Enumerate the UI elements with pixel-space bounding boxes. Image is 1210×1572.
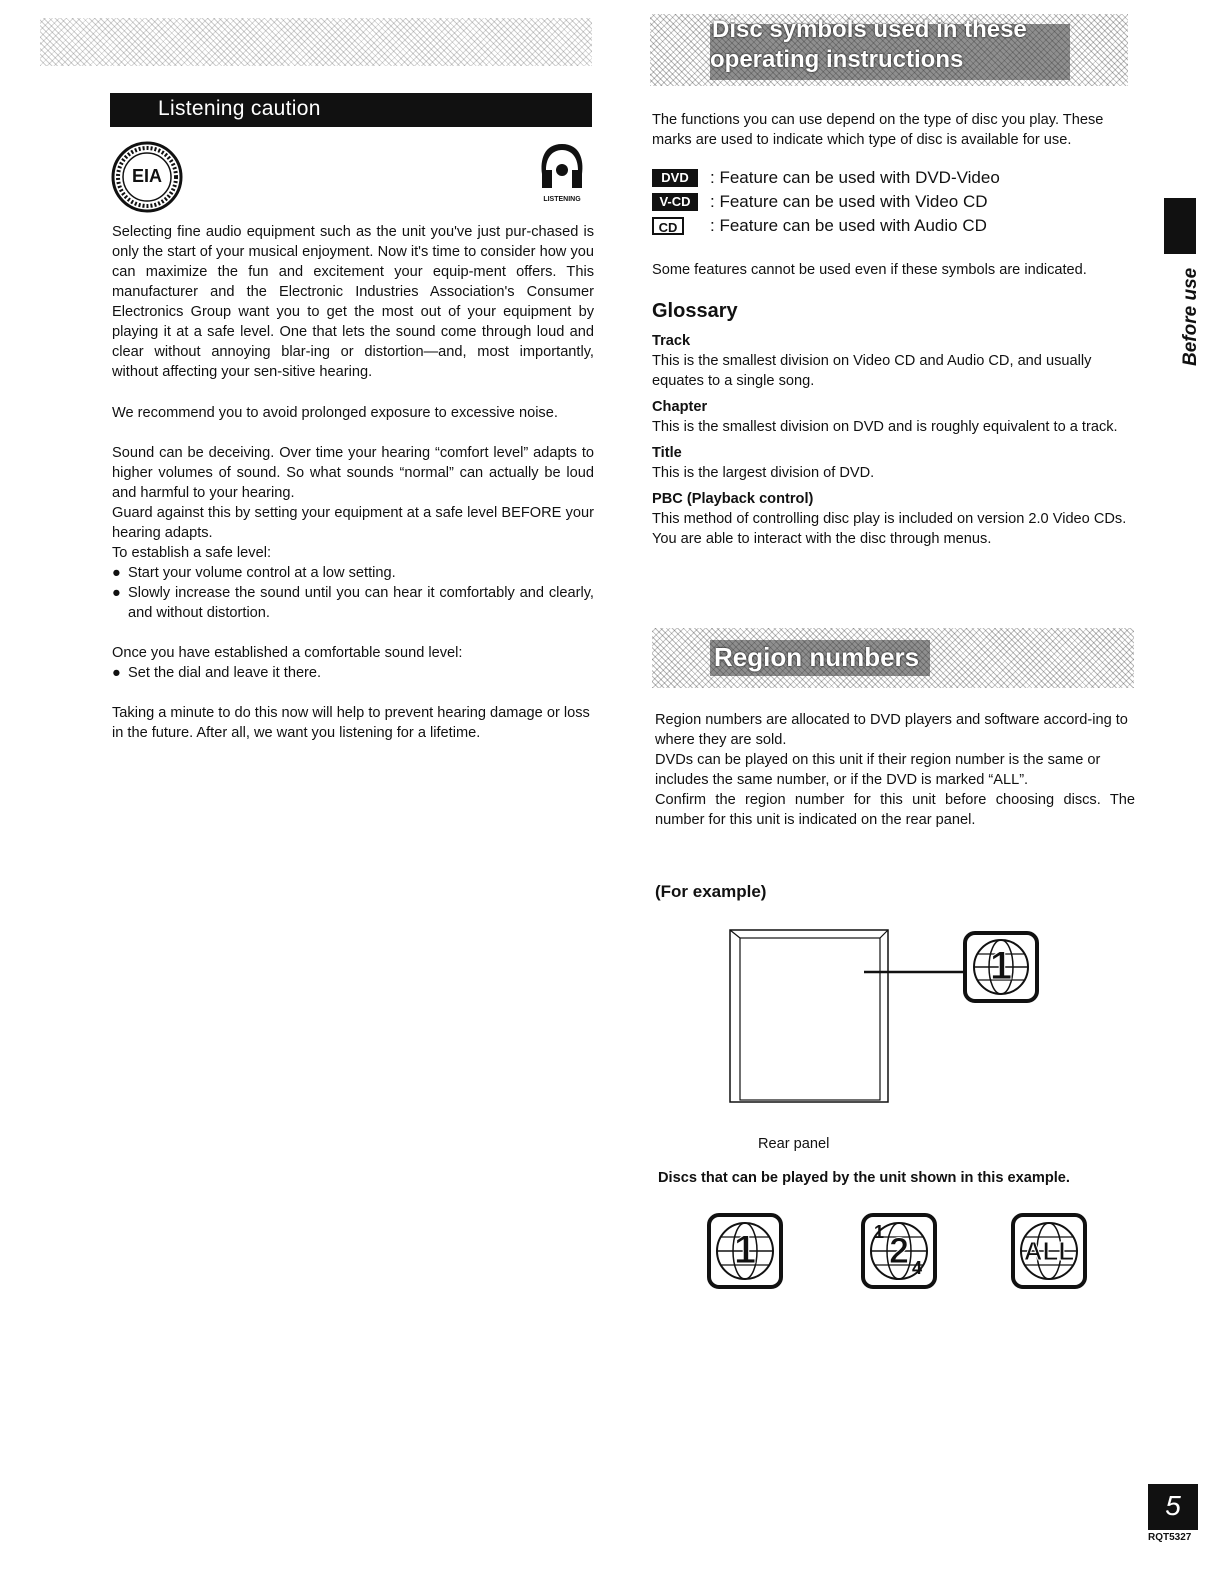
symbols-note: Some features cannot be used even if these symbols are indicated. [652, 262, 1087, 278]
side-tab-bar [1164, 198, 1196, 254]
listening-logo-text: LISTENING [543, 196, 581, 203]
region-paragraph: Region numbers are allocated to DVD players and software accord-ing to where they are sold. [655, 712, 1128, 748]
bullet-text: Start your volume control at a low setting. [128, 565, 396, 581]
closing-paragraph: Taking a minute to do this now will help to prevent hearing damage or loss in the future. After all, we want you listening for a lifetime. [112, 705, 590, 741]
bullet-item: ● Slowly increase the sound until you can hear it comfortably and clearly, and without distortion. [112, 585, 594, 621]
deceiving-paragraph: Sound can be deceiving. Over time your hearing “comfort level” adapts to higher volumes of sound. So what sounds “normal” can actually be loud and harmful to your hearing. [112, 445, 594, 501]
intro-paragraph: Selecting fine audio equipment such as the unit you've just pur-chased is only the start of your musical enjoyment. Now it's time to consider how you can maximize the fun and excitement your equip-ment offers. This manufacturer and the Electronic Industries Association's Consumer Electronics Group want you to get the most out of your equipment by playing it at a safe level. One that lets the sound come through loud and clear without annoying blar-ing or distortion—and, most importantly, without affecting your sen-sitive hearing. [112, 224, 594, 380]
disc-region-icon-2 [860, 1212, 938, 1290]
left-header-decoration [40, 18, 592, 66]
region-body [655, 710, 1135, 830]
dvd-mark: DVD [652, 169, 698, 187]
glossary-entry [652, 397, 1134, 437]
vcd-mark: V-CD [652, 193, 698, 211]
disc-mark-row [652, 214, 1134, 238]
cd-mark: CD [652, 217, 684, 235]
disc-region-label-small: 1 [874, 1222, 885, 1242]
disc-symbols-banner [650, 14, 1128, 86]
side-tab-text: Before use [1180, 267, 1201, 366]
glossary-entry [652, 331, 1134, 391]
eia-logo [110, 140, 184, 214]
listening-caution-banner [110, 93, 592, 127]
disc-mark-row [652, 190, 1134, 214]
glossary-entry [652, 443, 1134, 483]
disc-region-icon-all [1010, 1212, 1088, 1290]
disc-region-icon-1 [706, 1212, 784, 1290]
bullet-item: ● Start your volume control at a low setting. [112, 565, 396, 581]
disc-symbols-banner-line1: Disc symbols used in these [712, 16, 1027, 43]
region-numbers-banner [652, 628, 1134, 688]
disc-region-label-small: 4 [912, 1258, 923, 1278]
page-number-box [1148, 1484, 1198, 1530]
glossary-title: Glossary [652, 300, 738, 322]
glossary-term: Chapter [652, 399, 708, 415]
region-paragraph: DVDs can be played on this unit if their region number is the same or includes the same number, or if the DVD is marked “ALL”. [655, 752, 1101, 788]
side-tab-label [1150, 262, 1210, 372]
bullet-text: Slowly increase the sound until you can hear it comfortably and clearly, and without distortion. [128, 585, 594, 621]
glossary-term: Title [652, 445, 682, 461]
rear-panel-label: Rear panel [758, 1136, 830, 1152]
glossary-definition: This is the largest division of DVD. [652, 465, 875, 481]
discs-caption: Discs that can be played by the unit shown in this example. [658, 1170, 1070, 1186]
eia-logo-text: EIA [131, 166, 162, 186]
once-paragraph: Once you have established a comfortable sound level: [112, 645, 463, 661]
panel-region-icon [962, 930, 1040, 1004]
disc-region-label: 2 [888, 1230, 910, 1271]
disc-mark-list [652, 166, 1134, 238]
disc-intro: The functions you can use depend on the type of disc you play. These marks are used to indicate which type of disc is available for use. [652, 112, 1104, 148]
glossary-term: Track [652, 333, 691, 349]
region-paragraph: Confirm the region number for this unit before choosing discs. The number for this unit is indicated on the rear panel. [655, 792, 1135, 828]
glossary-term: PBC (Playback control) [652, 491, 814, 507]
guard-paragraph: Guard against this by setting your equipment at a safe level BEFORE your hearing adapts. [112, 505, 594, 541]
listening-logo [532, 140, 592, 212]
bullet-item: ● Set the dial and leave it there. [112, 665, 322, 681]
disc-mark-text: : Feature can be used with Video CD [710, 192, 988, 211]
right-body [652, 110, 1134, 549]
glossary-definition: This is the smallest division on Video CD and Audio CD, and usually equates to a single song. [652, 353, 1092, 389]
listening-caution-title: Listening caution [158, 97, 321, 120]
region-numbers-title: Region numbers [714, 642, 920, 672]
left-body [112, 222, 594, 743]
panel-region-number: 1 [989, 944, 1013, 988]
safe-level-heading: To establish a safe level: [112, 545, 271, 561]
disc-mark-text: : Feature can be used with Audio CD [710, 216, 987, 235]
disc-region-label: ALL [1023, 1236, 1075, 1266]
page-number: 5 [1165, 1490, 1181, 1521]
disc-region-label: 1 [733, 1228, 757, 1272]
recommend-paragraph: We recommend you to avoid prolonged exposure to excessive noise. [112, 405, 558, 421]
glossary-definition: This method of controlling disc play is included on version 2.0 Video CDs. You are able to interact with the disc through menus. [652, 511, 1127, 547]
glossary-entry [652, 489, 1134, 549]
glossary-definition: This is the smallest division on DVD and is roughly equivalent to a track. [652, 419, 1118, 435]
bullet-text: Set the dial and leave it there. [128, 665, 322, 681]
document-code: RQT5327 [1148, 1532, 1192, 1543]
disc-mark-row [652, 166, 1134, 190]
example-title: (For example) [655, 882, 767, 901]
disc-symbols-banner-line2: operating instructions [710, 46, 964, 73]
disc-mark-text: : Feature can be used with DVD-Video [710, 168, 1000, 187]
